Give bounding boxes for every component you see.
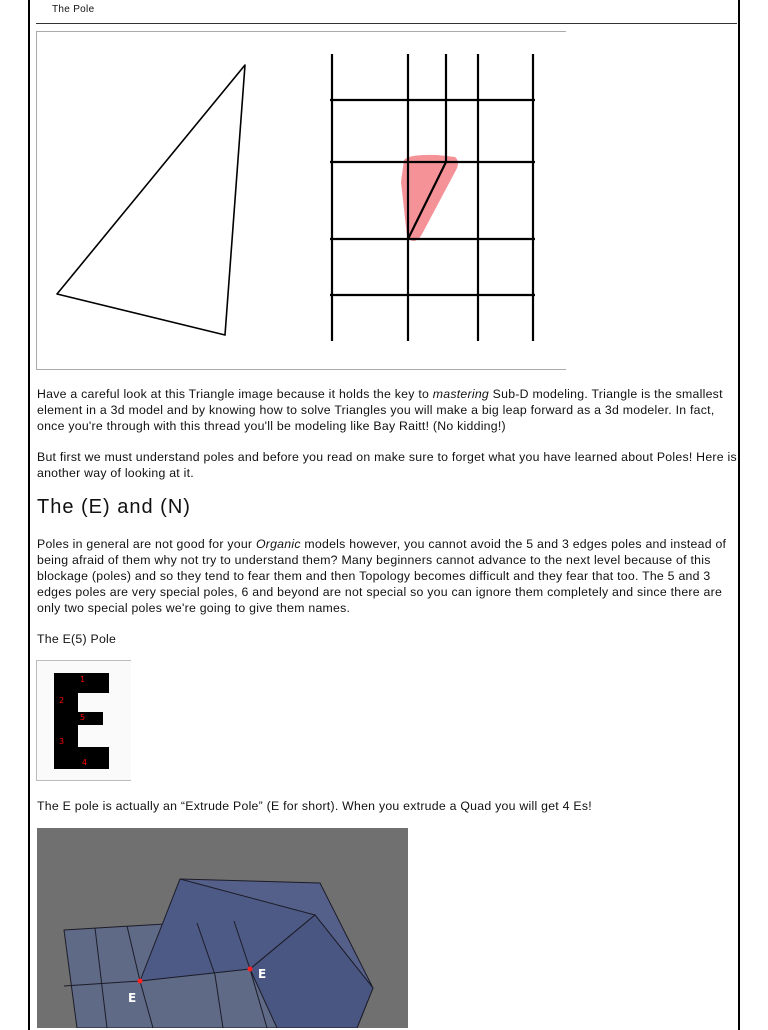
pole-label-2: E bbox=[258, 967, 267, 981]
edge-label-5: 5 bbox=[80, 713, 86, 722]
triangle-highlight bbox=[401, 155, 458, 241]
extrude-illustration bbox=[37, 828, 408, 1028]
poles-text-end: models however, you cannot avoid the 5 and 3 edges poles and instead of being afraid of them why not try to understand them? Many beginners cannot advance to the next level because of this blockage (poles) and so they tend to fear them and then Topology becomes difficult and they fear that too. The 5 and 3 edges poles are very special poles, 6 and beyond are not special so you can ignore them completely and since there are only two special poles we're going to give them names. bbox=[37, 537, 727, 615]
e-letter-illustration bbox=[37, 661, 132, 782]
edge-label-4: 4 bbox=[82, 758, 88, 767]
poles-intro-paragraph: But first we must understand poles and before you read on make sure to forget what you have learned about Poles! Here is another way of looking at it. bbox=[37, 450, 737, 480]
pole-marker-1 bbox=[138, 979, 143, 984]
poles-text-start: Poles in general are not good for your bbox=[37, 537, 256, 551]
extrude-paragraph: The E pole is actually an “Extrude Pole” (E for short). When you extrude a Quad you will get 4 Es! bbox=[37, 799, 592, 813]
intro-text-start: Have a careful look at this Triangle image because it holds the key to bbox=[37, 387, 433, 401]
section-heading: The (E) and (N) bbox=[37, 496, 191, 518]
edge-label-3: 3 bbox=[59, 737, 65, 746]
intro-text-end: Sub-D modeling. Triangle is the smallest element in a 3d model and by knowing how to solve Triangles you will make a big leap forward as a 3d modeler. In fact, once you're through with this thread you'll be modeling like Bay Raitt! (No kidding!) bbox=[37, 387, 723, 433]
extrude-figure bbox=[37, 828, 408, 1028]
intro-paragraph bbox=[37, 386, 737, 434]
e-pole-figure bbox=[36, 660, 131, 781]
triangle-outline bbox=[57, 65, 245, 335]
pole-label-1: E bbox=[128, 991, 137, 1005]
edge-label-1: 1 bbox=[80, 675, 86, 684]
triangle-figure bbox=[36, 31, 566, 370]
poles-text-emphasis: Organic bbox=[255, 537, 301, 551]
pole-marker-2 bbox=[248, 967, 253, 972]
header-divider bbox=[36, 23, 737, 24]
e-pole-subheading: The E(5) Pole bbox=[37, 632, 117, 646]
page-header-title: The Pole bbox=[52, 4, 95, 15]
poles-paragraph bbox=[37, 536, 737, 616]
edge-label-2: 2 bbox=[59, 696, 65, 705]
triangle-grid-illustration bbox=[37, 32, 567, 371]
intro-text-emphasis: mastering bbox=[432, 387, 489, 401]
